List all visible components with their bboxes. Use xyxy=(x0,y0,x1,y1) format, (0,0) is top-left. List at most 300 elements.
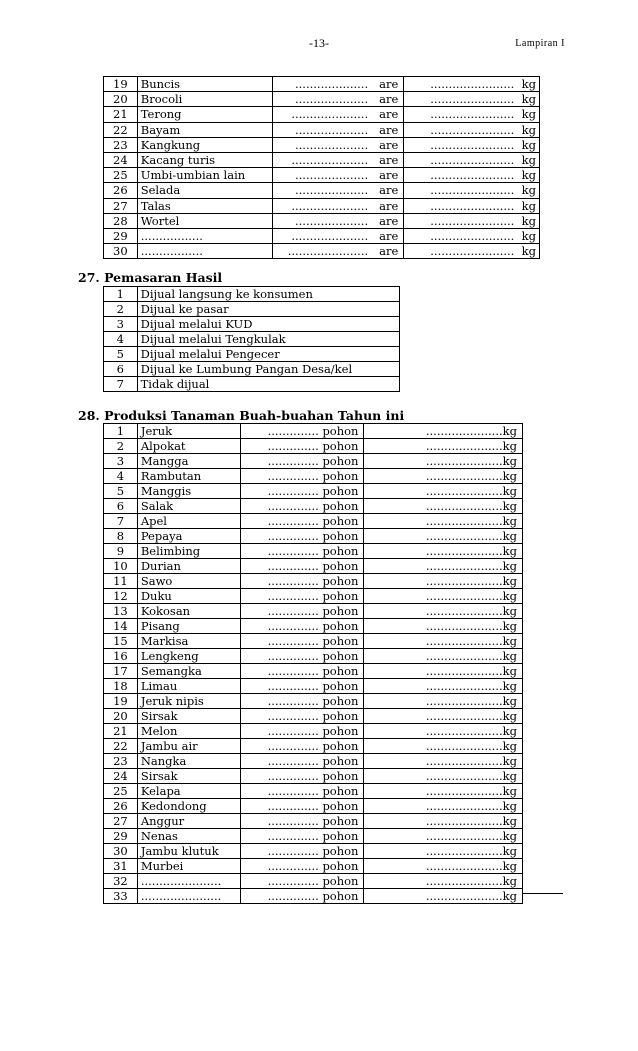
yield-blank: ..................... xyxy=(425,589,503,603)
yield-unit: kg xyxy=(502,634,517,648)
fruit-name: Sirsak xyxy=(137,769,240,784)
tree-blank: .............. xyxy=(267,724,319,738)
yield-unit: kg xyxy=(502,559,517,573)
yield-unit: kg xyxy=(521,213,536,228)
area-unit: are xyxy=(379,77,399,92)
row-number: 6 xyxy=(104,499,138,514)
area-field xyxy=(273,107,404,122)
crop-name: Kacang turis xyxy=(137,152,273,167)
yield-unit: kg xyxy=(521,137,536,152)
yield-unit: kg xyxy=(521,153,536,168)
row-number: 4 xyxy=(104,469,138,484)
fruit-name: Pisang xyxy=(137,619,240,634)
row-number: 5 xyxy=(104,484,138,499)
yield-field xyxy=(404,77,540,92)
marketing-option: Dijual melalui KUD xyxy=(137,317,399,332)
tree-blank: .............. xyxy=(267,469,319,483)
yield-blank: ..................... xyxy=(425,844,503,858)
yield-blank: ..................... xyxy=(425,484,503,498)
tree-count-field xyxy=(240,754,364,769)
table-row xyxy=(104,213,540,228)
yield-unit: kg xyxy=(502,649,517,663)
table-row xyxy=(104,769,523,784)
tree-count-field xyxy=(240,724,364,739)
yield-unit: kg xyxy=(521,92,536,107)
row-number: 27 xyxy=(104,198,138,213)
yield-blank: ..................... xyxy=(425,709,503,723)
fruit-name: Kelapa xyxy=(137,784,240,799)
tree-unit: pohon xyxy=(322,649,359,663)
yield-unit: kg xyxy=(502,544,517,558)
tree-blank: .............. xyxy=(267,859,319,873)
row-number: 16 xyxy=(104,649,138,664)
yield-blank: ....................... xyxy=(430,198,515,213)
yield-blank: ..................... xyxy=(425,799,503,813)
section-27-title: 27. Pemasaran Hasil xyxy=(78,270,223,285)
yield-field xyxy=(404,228,540,243)
table-row xyxy=(104,287,400,302)
yield-unit: kg xyxy=(502,769,517,783)
tree-blank: .............. xyxy=(267,454,319,468)
yield-unit: kg xyxy=(521,122,536,137)
tree-blank: .............. xyxy=(267,559,319,573)
yield-unit: kg xyxy=(502,574,517,588)
fruit-name: Alpokat xyxy=(137,439,240,454)
yield-blank: ..................... xyxy=(425,574,503,588)
yield-blank: ..................... xyxy=(425,784,503,798)
yield-blank: ....................... xyxy=(430,183,515,198)
yield-blank: ....................... xyxy=(430,107,515,122)
table-row xyxy=(104,152,540,167)
tree-unit: pohon xyxy=(322,739,359,753)
table-row xyxy=(104,589,523,604)
crop-name: Bayam xyxy=(137,122,273,137)
area-blank: ..................... xyxy=(291,107,369,122)
yield-field xyxy=(364,709,523,724)
tree-count-field xyxy=(240,844,364,859)
divider-line xyxy=(523,893,563,894)
tree-count-field xyxy=(240,889,364,904)
fruit-name: Salak xyxy=(137,499,240,514)
yield-field xyxy=(364,604,523,619)
yield-unit: kg xyxy=(502,439,517,453)
yield-unit: kg xyxy=(502,484,517,498)
table-row xyxy=(104,694,523,709)
tree-blank: .............. xyxy=(267,814,319,828)
yield-blank: ..................... xyxy=(425,829,503,843)
yield-field xyxy=(404,137,540,152)
yield-unit: kg xyxy=(521,244,536,259)
row-number: 12 xyxy=(104,589,138,604)
table-row xyxy=(104,739,523,754)
area-field xyxy=(273,122,404,137)
yield-blank: ..................... xyxy=(425,469,503,483)
area-field xyxy=(273,168,404,183)
row-number: 21 xyxy=(104,107,138,122)
yield-field xyxy=(364,664,523,679)
area-field xyxy=(273,137,404,152)
tree-unit: pohon xyxy=(322,544,359,558)
fruit-name: Nenas xyxy=(137,829,240,844)
yield-field xyxy=(364,499,523,514)
row-number: 25 xyxy=(104,784,138,799)
yield-field xyxy=(364,634,523,649)
yield-blank: ..................... xyxy=(425,679,503,693)
area-blank: .................... xyxy=(295,122,369,137)
yield-unit: kg xyxy=(521,198,536,213)
crop-name: Kangkung xyxy=(137,137,273,152)
area-blank: .................... xyxy=(295,77,369,92)
tree-count-field xyxy=(240,769,364,784)
table-row xyxy=(104,574,523,589)
row-number: 29 xyxy=(104,829,138,844)
tree-count-field xyxy=(240,829,364,844)
area-blank: .................... xyxy=(295,213,369,228)
yield-blank: ..................... xyxy=(425,604,503,618)
area-field xyxy=(273,183,404,198)
yield-field xyxy=(364,784,523,799)
yield-unit: kg xyxy=(502,844,517,858)
vegetable-production-table xyxy=(103,76,540,259)
fruit-name: Limau xyxy=(137,679,240,694)
tree-count-field xyxy=(240,619,364,634)
tree-blank: .............. xyxy=(267,799,319,813)
marketing-option: Dijual ke pasar xyxy=(137,302,399,317)
tree-blank: .............. xyxy=(267,619,319,633)
yield-field xyxy=(404,213,540,228)
area-unit: are xyxy=(379,137,399,152)
yield-field xyxy=(364,649,523,664)
table-row xyxy=(104,514,523,529)
tree-blank: .............. xyxy=(267,889,319,903)
crop-name: Buncis xyxy=(137,77,273,92)
area-unit: are xyxy=(379,244,399,259)
tree-unit: pohon xyxy=(322,634,359,648)
tree-count-field xyxy=(240,589,364,604)
area-unit: are xyxy=(379,213,399,228)
row-number: 21 xyxy=(104,724,138,739)
crop-name: ................. xyxy=(137,228,273,243)
yield-blank: ....................... xyxy=(430,228,515,243)
tree-count-field xyxy=(240,454,364,469)
table-row xyxy=(104,484,523,499)
tree-unit: pohon xyxy=(322,679,359,693)
area-blank: ..................... xyxy=(291,153,369,168)
yield-unit: kg xyxy=(502,679,517,693)
area-field xyxy=(273,213,404,228)
tree-blank: .............. xyxy=(267,679,319,693)
yield-unit: kg xyxy=(502,589,517,603)
yield-unit: kg xyxy=(502,499,517,513)
yield-unit: kg xyxy=(502,664,517,678)
yield-field xyxy=(364,424,523,439)
tree-blank: .............. xyxy=(267,649,319,663)
yield-field xyxy=(364,859,523,874)
yield-field xyxy=(364,619,523,634)
fruit-name: Pepaya xyxy=(137,529,240,544)
yield-field xyxy=(364,874,523,889)
marketing-option: Dijual langsung ke konsumen xyxy=(137,287,399,302)
table-row xyxy=(104,347,400,362)
yield-unit: kg xyxy=(502,529,517,543)
tree-blank: .............. xyxy=(267,829,319,843)
tree-unit: pohon xyxy=(322,874,359,888)
section-28-title: 28. Produksi Tanaman Buah-buahan Tahun ini xyxy=(78,408,405,423)
yield-field xyxy=(404,92,540,107)
table-row xyxy=(104,302,400,317)
tree-count-field xyxy=(240,799,364,814)
tree-blank: .............. xyxy=(267,634,319,648)
yield-blank: ....................... xyxy=(430,168,515,183)
tree-unit: pohon xyxy=(322,589,359,603)
tree-blank: .............. xyxy=(267,769,319,783)
fruit-name: Mangga xyxy=(137,454,240,469)
table-row xyxy=(104,168,540,183)
yield-unit: kg xyxy=(521,228,536,243)
fruit-name: Markisa xyxy=(137,634,240,649)
yield-unit: kg xyxy=(502,619,517,633)
row-number: 23 xyxy=(104,137,138,152)
marketing-option: Dijual ke Lumbung Pangan Desa/kel xyxy=(137,362,399,377)
fruit-name: Jeruk xyxy=(137,424,240,439)
tree-count-field xyxy=(240,559,364,574)
row-number: 13 xyxy=(104,604,138,619)
table-row xyxy=(104,529,523,544)
yield-unit: kg xyxy=(502,829,517,843)
area-unit: are xyxy=(379,228,399,243)
area-field xyxy=(273,92,404,107)
row-number: 6 xyxy=(104,362,138,377)
yield-field xyxy=(364,694,523,709)
yield-blank: ..................... xyxy=(425,664,503,678)
table-row xyxy=(104,664,523,679)
marketing-option: Dijual melalui Tengkulak xyxy=(137,332,399,347)
yield-blank: ....................... xyxy=(430,153,515,168)
tree-blank: .............. xyxy=(267,574,319,588)
yield-blank: ....................... xyxy=(430,77,515,92)
row-number: 24 xyxy=(104,769,138,784)
area-unit: are xyxy=(379,183,399,198)
tree-blank: .............. xyxy=(267,589,319,603)
table-row xyxy=(104,454,523,469)
row-number: 7 xyxy=(104,514,138,529)
yield-field xyxy=(364,814,523,829)
row-number: 30 xyxy=(104,244,138,259)
yield-blank: ..................... xyxy=(425,694,503,708)
tree-unit: pohon xyxy=(322,484,359,498)
yield-field xyxy=(364,679,523,694)
area-blank: ..................... xyxy=(291,228,369,243)
tree-count-field xyxy=(240,529,364,544)
table-row xyxy=(104,439,523,454)
row-number: 14 xyxy=(104,619,138,634)
fruit-name: ...................... xyxy=(137,874,240,889)
fruit-name: Apel xyxy=(137,514,240,529)
tree-count-field xyxy=(240,439,364,454)
yield-blank: ..................... xyxy=(425,424,503,438)
tree-count-field xyxy=(240,469,364,484)
marketing-option: Tidak dijual xyxy=(137,377,399,392)
table-row xyxy=(104,107,540,122)
tree-unit: pohon xyxy=(322,859,359,873)
row-number: 26 xyxy=(104,183,138,198)
tree-unit: pohon xyxy=(322,709,359,723)
tree-count-field xyxy=(240,694,364,709)
row-number: 27 xyxy=(104,814,138,829)
yield-blank: ....................... xyxy=(430,92,515,107)
tree-unit: pohon xyxy=(322,619,359,633)
row-number: 19 xyxy=(104,694,138,709)
yield-blank: ....................... xyxy=(430,137,515,152)
yield-field xyxy=(364,754,523,769)
row-number: 5 xyxy=(104,347,138,362)
crop-name: Terong xyxy=(137,107,273,122)
tree-blank: .............. xyxy=(267,544,319,558)
row-number: 2 xyxy=(104,439,138,454)
appendix-label: Lampiran I xyxy=(515,38,565,49)
table-row xyxy=(104,709,523,724)
area-unit: are xyxy=(379,92,399,107)
yield-field xyxy=(364,799,523,814)
tree-count-field xyxy=(240,424,364,439)
yield-unit: kg xyxy=(502,424,517,438)
yield-blank: ..................... xyxy=(425,439,503,453)
yield-blank: ..................... xyxy=(425,874,503,888)
row-number: 20 xyxy=(104,709,138,724)
fruit-name: Jeruk nipis xyxy=(137,694,240,709)
area-blank: .................... xyxy=(295,168,369,183)
tree-blank: .............. xyxy=(267,874,319,888)
tree-blank: .............. xyxy=(267,844,319,858)
tree-count-field xyxy=(240,874,364,889)
yield-blank: ..................... xyxy=(425,499,503,513)
row-number: 4 xyxy=(104,332,138,347)
table-row xyxy=(104,77,540,92)
yield-unit: kg xyxy=(502,784,517,798)
tree-unit: pohon xyxy=(322,799,359,813)
table-row xyxy=(104,754,523,769)
marketing-option: Dijual melalui Pengecer xyxy=(137,347,399,362)
row-number: 15 xyxy=(104,634,138,649)
row-number: 29 xyxy=(104,228,138,243)
tree-blank: .............. xyxy=(267,529,319,543)
tree-unit: pohon xyxy=(322,784,359,798)
yield-blank: ..................... xyxy=(425,454,503,468)
table-row xyxy=(104,228,540,243)
tree-unit: pohon xyxy=(322,754,359,768)
row-number: 30 xyxy=(104,844,138,859)
yield-blank: ..................... xyxy=(425,544,503,558)
yield-field xyxy=(404,107,540,122)
tree-unit: pohon xyxy=(322,529,359,543)
tree-count-field xyxy=(240,814,364,829)
yield-field xyxy=(364,769,523,784)
yield-unit: kg xyxy=(502,889,517,903)
yield-unit: kg xyxy=(521,77,536,92)
tree-unit: pohon xyxy=(322,424,359,438)
row-number: 1 xyxy=(104,424,138,439)
table-row xyxy=(104,874,523,889)
yield-field xyxy=(404,183,540,198)
tree-unit: pohon xyxy=(322,469,359,483)
tree-count-field xyxy=(240,859,364,874)
fruit-name: ...................... xyxy=(137,889,240,904)
table-row xyxy=(104,619,523,634)
yield-field xyxy=(364,439,523,454)
yield-field xyxy=(404,168,540,183)
table-row xyxy=(104,183,540,198)
yield-field xyxy=(364,544,523,559)
tree-blank: .............. xyxy=(267,664,319,678)
yield-unit: kg xyxy=(502,694,517,708)
yield-field xyxy=(364,514,523,529)
table-row xyxy=(104,244,540,259)
tree-count-field xyxy=(240,484,364,499)
tree-unit: pohon xyxy=(322,829,359,843)
yield-blank: ..................... xyxy=(425,559,503,573)
fruit-name: Belimbing xyxy=(137,544,240,559)
yield-blank: ..................... xyxy=(425,619,503,633)
row-number: 22 xyxy=(104,122,138,137)
fruit-name: Rambutan xyxy=(137,469,240,484)
row-number: 28 xyxy=(104,213,138,228)
yield-blank: ..................... xyxy=(425,724,503,738)
row-number: 31 xyxy=(104,859,138,874)
yield-blank: ....................... xyxy=(430,244,515,259)
yield-unit: kg xyxy=(521,183,536,198)
area-unit: are xyxy=(379,168,399,183)
tree-count-field xyxy=(240,514,364,529)
yield-blank: ..................... xyxy=(425,529,503,543)
table-row xyxy=(104,784,523,799)
crop-name: Wortel xyxy=(137,213,273,228)
fruit-name: Melon xyxy=(137,724,240,739)
row-number: 1 xyxy=(104,287,138,302)
row-number: 23 xyxy=(104,754,138,769)
tree-count-field xyxy=(240,664,364,679)
tree-blank: .............. xyxy=(267,514,319,528)
tree-blank: .............. xyxy=(267,754,319,768)
tree-blank: .............. xyxy=(267,424,319,438)
area-blank: .................... xyxy=(295,137,369,152)
area-unit: are xyxy=(379,153,399,168)
yield-field xyxy=(364,844,523,859)
crop-name: Selada xyxy=(137,183,273,198)
marketing-table xyxy=(103,286,400,392)
fruit-name: Sirsak xyxy=(137,709,240,724)
tree-unit: pohon xyxy=(322,439,359,453)
tree-blank: .............. xyxy=(267,499,319,513)
tree-unit: pohon xyxy=(322,454,359,468)
tree-count-field xyxy=(240,739,364,754)
row-number: 20 xyxy=(104,92,138,107)
row-number: 32 xyxy=(104,874,138,889)
tree-count-field xyxy=(240,649,364,664)
area-blank: ...................... xyxy=(287,244,369,259)
area-blank: .................... xyxy=(295,92,369,107)
tree-unit: pohon xyxy=(322,844,359,858)
tree-unit: pohon xyxy=(322,889,359,903)
yield-blank: ..................... xyxy=(425,859,503,873)
table-row xyxy=(104,559,523,574)
table-row xyxy=(104,469,523,484)
table-row xyxy=(104,544,523,559)
crop-name: Umbi-umbian lain xyxy=(137,168,273,183)
row-number: 2 xyxy=(104,302,138,317)
table-row xyxy=(104,859,523,874)
fruit-name: Duku xyxy=(137,589,240,604)
yield-field xyxy=(364,829,523,844)
